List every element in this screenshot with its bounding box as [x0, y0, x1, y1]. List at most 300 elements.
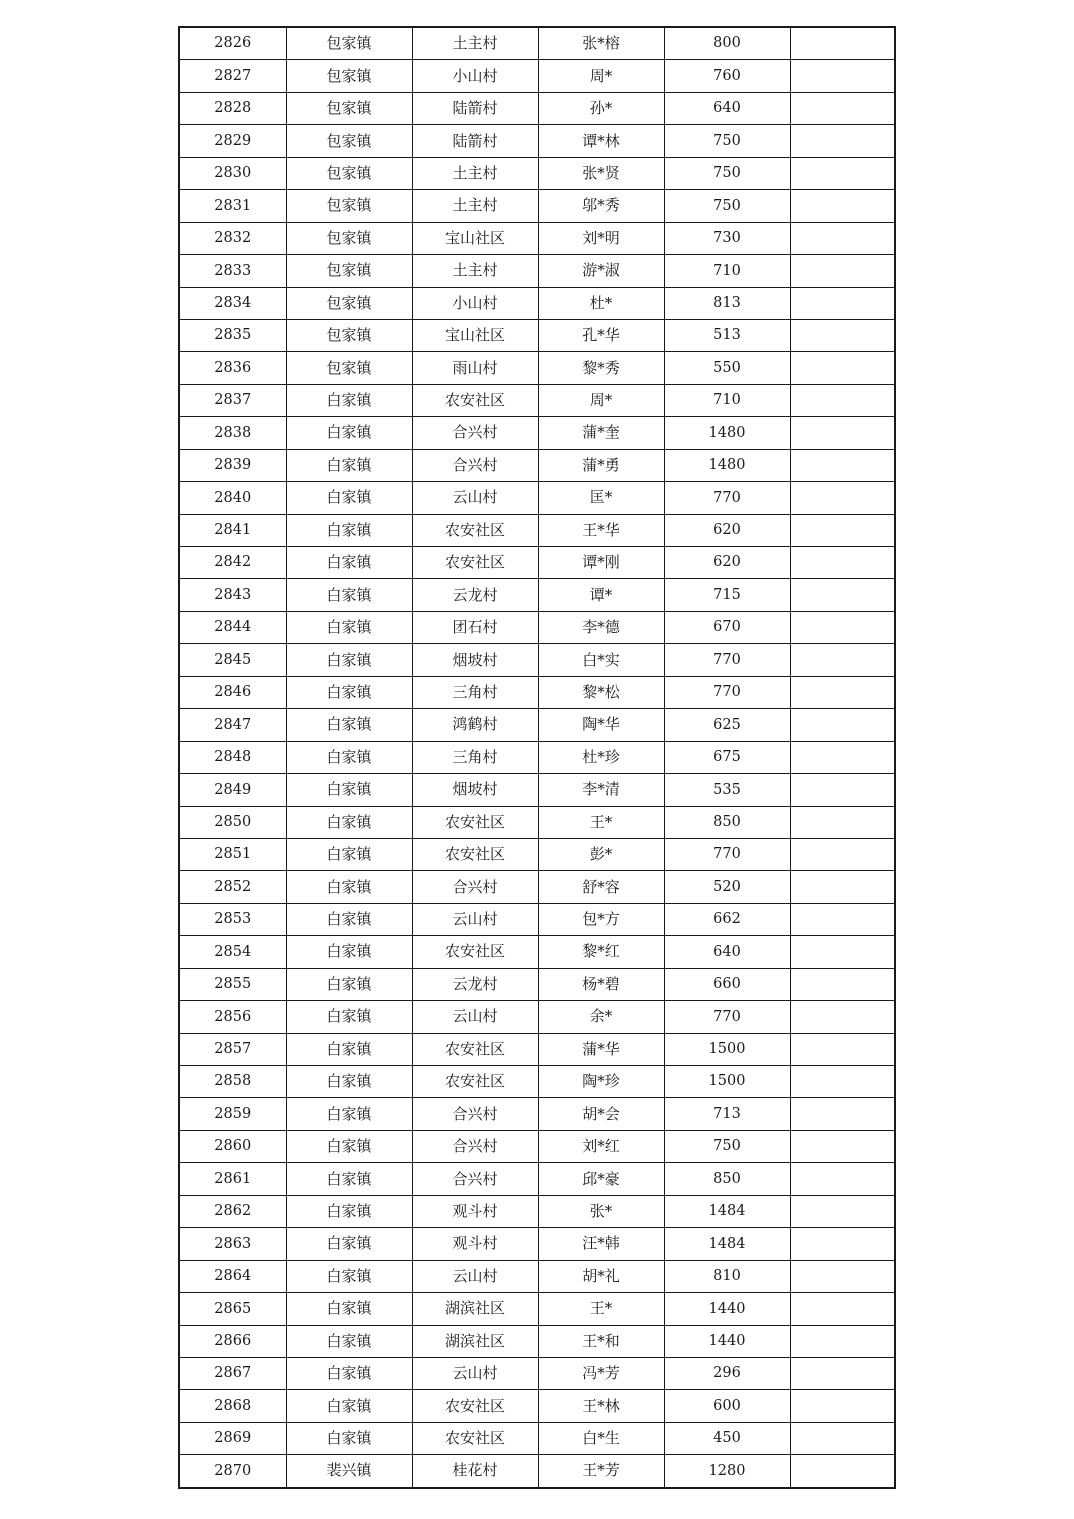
name-cell: 张*: [538, 1195, 664, 1227]
table-row: [179, 547, 895, 579]
amount-cell: 535: [664, 774, 790, 806]
serial-number-cell: 2830: [179, 157, 286, 189]
table-row: [179, 222, 895, 254]
table-row: [179, 449, 895, 481]
village-cell: 农安社区: [412, 1422, 538, 1454]
name-cell: 余*: [538, 1001, 664, 1033]
amount-cell: 1484: [664, 1195, 790, 1227]
name-cell: 王*: [538, 1293, 664, 1325]
village-cell: 云龙村: [412, 968, 538, 1000]
serial-number-cell: 2833: [179, 255, 286, 287]
table-row: [179, 125, 895, 157]
village-cell: 合兴村: [412, 417, 538, 449]
table-row: [179, 60, 895, 92]
village-cell: 湖滨社区: [412, 1293, 538, 1325]
amount-cell: 850: [664, 1163, 790, 1195]
name-cell: 刘*明: [538, 222, 664, 254]
note-cell: [790, 1357, 895, 1389]
town-cell: 白家镇: [286, 936, 412, 968]
name-cell: 陶*珍: [538, 1066, 664, 1098]
table-row: [179, 417, 895, 449]
note-cell: [790, 27, 895, 60]
village-cell: 土主村: [412, 157, 538, 189]
town-cell: 包家镇: [286, 27, 412, 60]
amount-cell: 513: [664, 319, 790, 351]
village-cell: 烟坡村: [412, 644, 538, 676]
table-row: [179, 903, 895, 935]
amount-cell: 715: [664, 579, 790, 611]
town-cell: 包家镇: [286, 157, 412, 189]
village-cell: 云山村: [412, 1260, 538, 1292]
name-cell: 张*贤: [538, 157, 664, 189]
name-cell: 孔*华: [538, 319, 664, 351]
serial-number-cell: 2855: [179, 968, 286, 1000]
name-cell: 王*: [538, 806, 664, 838]
table-row: [179, 968, 895, 1000]
note-cell: [790, 1195, 895, 1227]
town-cell: 包家镇: [286, 255, 412, 287]
note-cell: [790, 1293, 895, 1325]
note-cell: [790, 1228, 895, 1260]
amount-cell: 1280: [664, 1455, 790, 1488]
village-cell: 农安社区: [412, 514, 538, 546]
village-cell: 合兴村: [412, 1130, 538, 1162]
serial-number-cell: 2853: [179, 903, 286, 935]
village-cell: 云山村: [412, 482, 538, 514]
table-row: [179, 1455, 895, 1488]
village-cell: 团石村: [412, 611, 538, 643]
table-row: [179, 611, 895, 643]
name-cell: 包*方: [538, 903, 664, 935]
amount-cell: 750: [664, 190, 790, 222]
village-cell: 合兴村: [412, 1163, 538, 1195]
town-cell: 白家镇: [286, 1163, 412, 1195]
amount-cell: 770: [664, 676, 790, 708]
note-cell: [790, 287, 895, 319]
note-cell: [790, 1001, 895, 1033]
note-cell: [790, 1390, 895, 1422]
amount-cell: 640: [664, 936, 790, 968]
village-cell: 陆箭村: [412, 92, 538, 124]
amount-cell: 662: [664, 903, 790, 935]
note-cell: [790, 936, 895, 968]
note-cell: [790, 384, 895, 416]
amount-cell: 520: [664, 871, 790, 903]
town-cell: 白家镇: [286, 1422, 412, 1454]
village-cell: 小山村: [412, 60, 538, 92]
serial-number-cell: 2843: [179, 579, 286, 611]
village-cell: 农安社区: [412, 806, 538, 838]
name-cell: 陶*华: [538, 709, 664, 741]
village-cell: 农安社区: [412, 384, 538, 416]
amount-cell: 670: [664, 611, 790, 643]
serial-number-cell: 2854: [179, 936, 286, 968]
amount-cell: 600: [664, 1390, 790, 1422]
table-row: [179, 482, 895, 514]
serial-number-cell: 2866: [179, 1325, 286, 1357]
town-cell: 包家镇: [286, 190, 412, 222]
town-cell: 裴兴镇: [286, 1455, 412, 1488]
serial-number-cell: 2842: [179, 547, 286, 579]
town-cell: 白家镇: [286, 903, 412, 935]
amount-cell: 660: [664, 968, 790, 1000]
serial-number-cell: 2840: [179, 482, 286, 514]
name-cell: 蒲*勇: [538, 449, 664, 481]
note-cell: [790, 871, 895, 903]
town-cell: 白家镇: [286, 644, 412, 676]
village-cell: 小山村: [412, 287, 538, 319]
table-row: [179, 774, 895, 806]
name-cell: 邬*秀: [538, 190, 664, 222]
serial-number-cell: 2826: [179, 27, 286, 60]
name-cell: 白*生: [538, 1422, 664, 1454]
town-cell: 白家镇: [286, 611, 412, 643]
name-cell: 胡*礼: [538, 1260, 664, 1292]
name-cell: 王*华: [538, 514, 664, 546]
note-cell: [790, 60, 895, 92]
note-cell: [790, 644, 895, 676]
table-row: [179, 644, 895, 676]
town-cell: 白家镇: [286, 514, 412, 546]
name-cell: 王*芳: [538, 1455, 664, 1488]
table-row: [179, 1357, 895, 1389]
serial-number-cell: 2850: [179, 806, 286, 838]
amount-cell: 713: [664, 1098, 790, 1130]
table-row: [179, 741, 895, 773]
note-cell: [790, 968, 895, 1000]
amount-cell: 730: [664, 222, 790, 254]
town-cell: 白家镇: [286, 806, 412, 838]
serial-number-cell: 2841: [179, 514, 286, 546]
note-cell: [790, 482, 895, 514]
note-cell: [790, 903, 895, 935]
serial-number-cell: 2852: [179, 871, 286, 903]
amount-cell: 1480: [664, 449, 790, 481]
name-cell: 李*德: [538, 611, 664, 643]
table-row: [179, 1293, 895, 1325]
table-row: [179, 514, 895, 546]
amount-cell: 850: [664, 806, 790, 838]
name-cell: 舒*容: [538, 871, 664, 903]
amount-cell: 770: [664, 1001, 790, 1033]
note-cell: [790, 1260, 895, 1292]
village-cell: 土主村: [412, 27, 538, 60]
name-cell: 孙*: [538, 92, 664, 124]
note-cell: [790, 676, 895, 708]
serial-number-cell: 2856: [179, 1001, 286, 1033]
note-cell: [790, 190, 895, 222]
name-cell: 周*: [538, 60, 664, 92]
table-row: [179, 806, 895, 838]
table-row: [179, 190, 895, 222]
amount-cell: 800: [664, 27, 790, 60]
serial-number-cell: 2836: [179, 352, 286, 384]
serial-number-cell: 2848: [179, 741, 286, 773]
table-row: [179, 838, 895, 870]
name-cell: 谭*: [538, 579, 664, 611]
name-cell: 胡*会: [538, 1098, 664, 1130]
town-cell: 白家镇: [286, 871, 412, 903]
note-cell: [790, 319, 895, 351]
village-cell: 鸿鹤村: [412, 709, 538, 741]
name-cell: 杨*碧: [538, 968, 664, 1000]
village-cell: 三角村: [412, 676, 538, 708]
village-cell: 农安社区: [412, 1033, 538, 1065]
village-cell: 宝山社区: [412, 222, 538, 254]
note-cell: [790, 1163, 895, 1195]
town-cell: 白家镇: [286, 1390, 412, 1422]
town-cell: 白家镇: [286, 1195, 412, 1227]
amount-cell: 750: [664, 157, 790, 189]
serial-number-cell: 2844: [179, 611, 286, 643]
town-cell: 包家镇: [286, 319, 412, 351]
note-cell: [790, 157, 895, 189]
village-cell: 农安社区: [412, 1066, 538, 1098]
name-cell: 白*实: [538, 644, 664, 676]
amount-cell: 810: [664, 1260, 790, 1292]
table-row: [179, 936, 895, 968]
table-row: [179, 1422, 895, 1454]
note-cell: [790, 1033, 895, 1065]
town-cell: 包家镇: [286, 125, 412, 157]
name-cell: 王*林: [538, 1390, 664, 1422]
town-cell: 包家镇: [286, 222, 412, 254]
town-cell: 包家镇: [286, 287, 412, 319]
serial-number-cell: 2832: [179, 222, 286, 254]
amount-cell: 760: [664, 60, 790, 92]
serial-number-cell: 2847: [179, 709, 286, 741]
amount-cell: 625: [664, 709, 790, 741]
town-cell: 白家镇: [286, 968, 412, 1000]
town-cell: 白家镇: [286, 449, 412, 481]
table-row: [179, 92, 895, 124]
table-row: [179, 709, 895, 741]
town-cell: 白家镇: [286, 1260, 412, 1292]
town-cell: 白家镇: [286, 547, 412, 579]
town-cell: 白家镇: [286, 417, 412, 449]
table-row: [179, 352, 895, 384]
name-cell: 黎*松: [538, 676, 664, 708]
roster-table-body: [179, 27, 895, 1488]
amount-cell: 710: [664, 384, 790, 416]
amount-cell: 750: [664, 1130, 790, 1162]
serial-number-cell: 2859: [179, 1098, 286, 1130]
table-row: [179, 676, 895, 708]
table-row: [179, 1130, 895, 1162]
serial-number-cell: 2857: [179, 1033, 286, 1065]
name-cell: 游*淑: [538, 255, 664, 287]
table-row: [179, 1325, 895, 1357]
amount-cell: 770: [664, 482, 790, 514]
note-cell: [790, 1098, 895, 1130]
village-cell: 雨山村: [412, 352, 538, 384]
village-cell: 湖滨社区: [412, 1325, 538, 1357]
town-cell: 白家镇: [286, 482, 412, 514]
village-cell: 云山村: [412, 1357, 538, 1389]
amount-cell: 813: [664, 287, 790, 319]
table-row: [179, 1098, 895, 1130]
note-cell: [790, 806, 895, 838]
serial-number-cell: 2834: [179, 287, 286, 319]
serial-number-cell: 2867: [179, 1357, 286, 1389]
name-cell: 张*榕: [538, 27, 664, 60]
note-cell: [790, 92, 895, 124]
name-cell: 杜*珍: [538, 741, 664, 773]
amount-cell: 1480: [664, 417, 790, 449]
table-row: [179, 871, 895, 903]
table-row: [179, 1228, 895, 1260]
serial-number-cell: 2869: [179, 1422, 286, 1454]
note-cell: [790, 449, 895, 481]
amount-cell: 640: [664, 92, 790, 124]
serial-number-cell: 2838: [179, 417, 286, 449]
table-row: [179, 579, 895, 611]
town-cell: 包家镇: [286, 92, 412, 124]
village-cell: 观斗村: [412, 1228, 538, 1260]
name-cell: 谭*刚: [538, 547, 664, 579]
note-cell: [790, 255, 895, 287]
serial-number-cell: 2849: [179, 774, 286, 806]
note-cell: [790, 741, 895, 773]
table-row: [179, 1260, 895, 1292]
village-cell: 土主村: [412, 190, 538, 222]
name-cell: 王*和: [538, 1325, 664, 1357]
serial-number-cell: 2829: [179, 125, 286, 157]
note-cell: [790, 352, 895, 384]
serial-number-cell: 2827: [179, 60, 286, 92]
serial-number-cell: 2868: [179, 1390, 286, 1422]
serial-number-cell: 2851: [179, 838, 286, 870]
town-cell: 白家镇: [286, 1130, 412, 1162]
name-cell: 刘*红: [538, 1130, 664, 1162]
village-cell: 三角村: [412, 741, 538, 773]
serial-number-cell: 2858: [179, 1066, 286, 1098]
town-cell: 白家镇: [286, 1293, 412, 1325]
amount-cell: 1440: [664, 1293, 790, 1325]
village-cell: 农安社区: [412, 936, 538, 968]
table-row: [179, 384, 895, 416]
serial-number-cell: 2864: [179, 1260, 286, 1292]
note-cell: [790, 547, 895, 579]
note-cell: [790, 1325, 895, 1357]
town-cell: 白家镇: [286, 1098, 412, 1130]
serial-number-cell: 2846: [179, 676, 286, 708]
table-row: [179, 1163, 895, 1195]
village-cell: 云山村: [412, 1001, 538, 1033]
amount-cell: 550: [664, 352, 790, 384]
town-cell: 白家镇: [286, 709, 412, 741]
name-cell: 李*清: [538, 774, 664, 806]
note-cell: [790, 417, 895, 449]
name-cell: 蒲*华: [538, 1033, 664, 1065]
serial-number-cell: 2831: [179, 190, 286, 222]
amount-cell: 770: [664, 644, 790, 676]
village-cell: 合兴村: [412, 871, 538, 903]
town-cell: 白家镇: [286, 1066, 412, 1098]
serial-number-cell: 2865: [179, 1293, 286, 1325]
table-row: [179, 319, 895, 351]
village-cell: 陆箭村: [412, 125, 538, 157]
serial-number-cell: 2860: [179, 1130, 286, 1162]
name-cell: 黎*红: [538, 936, 664, 968]
name-cell: 周*: [538, 384, 664, 416]
name-cell: 黎*秀: [538, 352, 664, 384]
town-cell: 白家镇: [286, 1228, 412, 1260]
serial-number-cell: 2870: [179, 1455, 286, 1488]
note-cell: [790, 611, 895, 643]
amount-cell: 750: [664, 125, 790, 157]
name-cell: 谭*林: [538, 125, 664, 157]
village-cell: 农安社区: [412, 547, 538, 579]
amount-cell: 770: [664, 838, 790, 870]
note-cell: [790, 222, 895, 254]
amount-cell: 1500: [664, 1033, 790, 1065]
note-cell: [790, 514, 895, 546]
amount-cell: 710: [664, 255, 790, 287]
name-cell: 邱*豪: [538, 1163, 664, 1195]
village-cell: 农安社区: [412, 838, 538, 870]
amount-cell: 620: [664, 547, 790, 579]
amount-cell: 1484: [664, 1228, 790, 1260]
town-cell: 白家镇: [286, 1357, 412, 1389]
name-cell: 汪*韩: [538, 1228, 664, 1260]
name-cell: 杜*: [538, 287, 664, 319]
village-cell: 烟坡村: [412, 774, 538, 806]
table-row: [179, 287, 895, 319]
amount-cell: 450: [664, 1422, 790, 1454]
table-row: [179, 1033, 895, 1065]
serial-number-cell: 2839: [179, 449, 286, 481]
town-cell: 白家镇: [286, 1001, 412, 1033]
amount-cell: 1500: [664, 1066, 790, 1098]
serial-number-cell: 2837: [179, 384, 286, 416]
serial-number-cell: 2828: [179, 92, 286, 124]
amount-cell: 620: [664, 514, 790, 546]
note-cell: [790, 1130, 895, 1162]
town-cell: 白家镇: [286, 741, 412, 773]
amount-cell: 296: [664, 1357, 790, 1389]
roster-sheet: [178, 26, 894, 1489]
serial-number-cell: 2863: [179, 1228, 286, 1260]
town-cell: 白家镇: [286, 1325, 412, 1357]
note-cell: [790, 1066, 895, 1098]
serial-number-cell: 2862: [179, 1195, 286, 1227]
table-row: [179, 27, 895, 60]
village-cell: 云龙村: [412, 579, 538, 611]
table-row: [179, 255, 895, 287]
note-cell: [790, 709, 895, 741]
table-row: [179, 1001, 895, 1033]
town-cell: 白家镇: [286, 838, 412, 870]
town-cell: 白家镇: [286, 384, 412, 416]
serial-number-cell: 2845: [179, 644, 286, 676]
village-cell: 桂花村: [412, 1455, 538, 1488]
note-cell: [790, 774, 895, 806]
town-cell: 白家镇: [286, 676, 412, 708]
town-cell: 白家镇: [286, 579, 412, 611]
village-cell: 农安社区: [412, 1390, 538, 1422]
serial-number-cell: 2861: [179, 1163, 286, 1195]
amount-cell: 1440: [664, 1325, 790, 1357]
village-cell: 土主村: [412, 255, 538, 287]
note-cell: [790, 579, 895, 611]
town-cell: 白家镇: [286, 1033, 412, 1065]
amount-cell: 675: [664, 741, 790, 773]
note-cell: [790, 1422, 895, 1454]
village-cell: 合兴村: [412, 449, 538, 481]
village-cell: 宝山社区: [412, 319, 538, 351]
town-cell: 包家镇: [286, 352, 412, 384]
